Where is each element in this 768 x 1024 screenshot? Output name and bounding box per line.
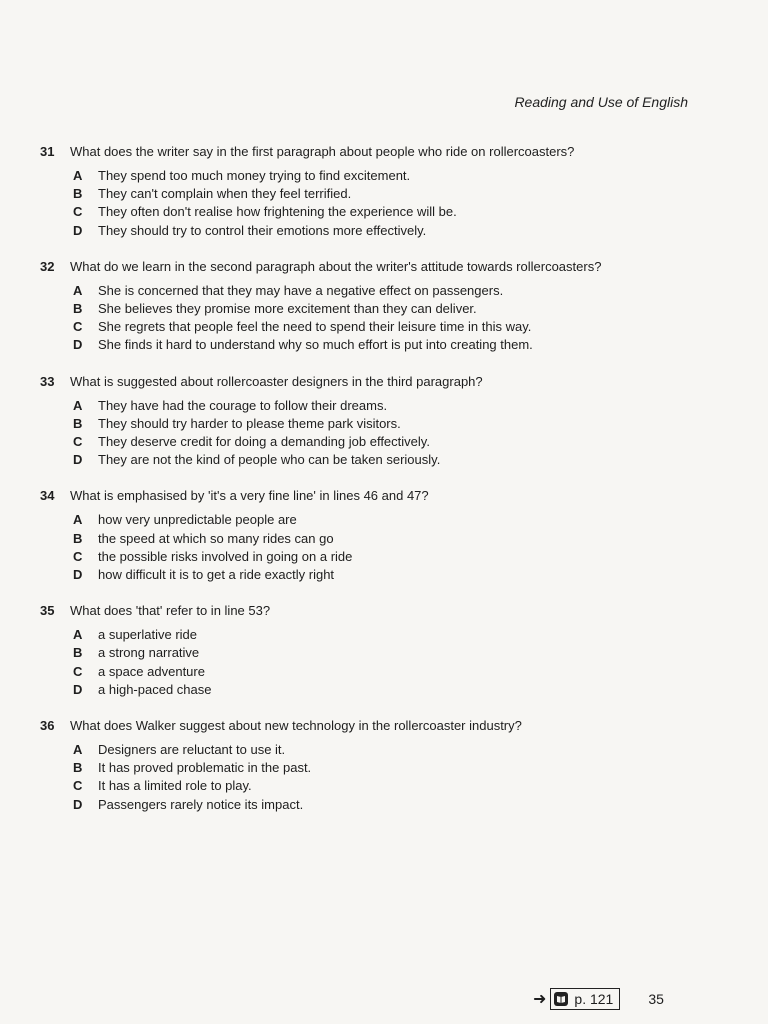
option-letter: C	[73, 204, 83, 220]
option-letter: A	[73, 397, 83, 413]
option-letter: D	[73, 681, 83, 697]
answer-option	[73, 397, 700, 415]
answer-option	[73, 681, 700, 699]
answer-option	[73, 777, 700, 795]
answer-option	[73, 663, 700, 681]
answer-options	[73, 397, 700, 470]
question-row	[40, 373, 700, 391]
option-text: She is concerned that they may have a negative effect on passengers.	[98, 282, 504, 298]
option-letter: B	[73, 530, 83, 546]
option-letter: B	[73, 301, 83, 317]
answer-option	[73, 282, 700, 300]
question-item	[40, 373, 700, 470]
section-title: Reading and Use of English	[514, 94, 688, 110]
option-letter: B	[73, 415, 83, 431]
answer-option	[73, 511, 700, 529]
option-letter: A	[73, 282, 83, 298]
option-letter: A	[73, 742, 83, 758]
question-number: 32	[40, 258, 55, 274]
option-letter: D	[73, 796, 83, 812]
option-text: a space adventure	[98, 663, 205, 679]
page-reference-text: p. 121	[574, 991, 614, 1007]
question-row	[40, 602, 700, 620]
question-item	[40, 143, 700, 240]
question-number: 35	[40, 603, 55, 619]
answer-option	[73, 530, 700, 548]
option-letter: C	[73, 548, 83, 564]
answer-option	[73, 185, 700, 203]
option-letter: D	[73, 222, 83, 238]
answer-options	[73, 626, 700, 699]
answer-option	[73, 548, 700, 566]
answer-option	[73, 644, 700, 662]
question-row	[40, 258, 700, 276]
question-text: What does Walker suggest about new technology in the rollercoaster industry?	[70, 718, 522, 734]
option-letter: C	[73, 434, 83, 450]
option-text: a high-paced chase	[98, 681, 212, 697]
question-item	[40, 602, 700, 699]
answer-option	[73, 796, 700, 814]
question-row	[40, 487, 700, 505]
option-text: She finds it hard to understand why so much effort is put into creating them.	[98, 337, 533, 353]
option-text: the possible risks involved in going on a ride	[98, 548, 353, 564]
option-text: They spend too much money trying to find excitement.	[98, 168, 411, 183]
answer-option	[73, 222, 700, 240]
question-text: What do we learn in the second paragraph about the writer's attitude towards rollercoasters?	[70, 258, 602, 274]
option-text: Designers are reluctant to use it.	[98, 742, 286, 758]
option-text: They can't complain when they feel terrified.	[98, 186, 352, 202]
question-number: 31	[40, 144, 55, 159]
question-text: What does the writer say in the first paragraph about people who ride on rollercoasters?	[70, 144, 575, 159]
option-letter: C	[73, 319, 83, 335]
option-text: They are not the kind of people who can be taken seriously.	[98, 452, 441, 468]
option-text: It has proved problematic in the past.	[98, 760, 312, 776]
answer-option	[73, 741, 700, 759]
option-text: They deserve credit for doing a demanding job effectively.	[98, 434, 430, 450]
option-letter: A	[73, 512, 83, 528]
option-text: how very unpredictable people are	[98, 512, 297, 528]
question-text: What is emphasised by 'it's a very fine line' in lines 46 and 47?	[70, 488, 429, 504]
option-text: It has a limited role to play.	[98, 778, 252, 794]
question-number: 34	[40, 488, 55, 504]
page-footer	[533, 988, 664, 1010]
page-number: 35	[648, 991, 664, 1007]
option-letter: D	[73, 337, 83, 353]
question-text: What does 'that' refer to in line 53?	[70, 603, 271, 619]
question-row	[40, 717, 700, 735]
option-text: She regrets that people feel the need to spend their leisure time in this way.	[98, 319, 532, 335]
option-text: the speed at which so many rides can go	[98, 530, 334, 546]
answer-options	[73, 741, 700, 814]
arrow-right-icon: ➜	[533, 991, 547, 1008]
answer-option	[73, 203, 700, 221]
answer-option	[73, 759, 700, 777]
answer-option	[73, 433, 700, 451]
answer-option	[73, 167, 700, 185]
question-item	[40, 487, 700, 584]
book-icon	[554, 992, 568, 1006]
option-text: a superlative ride	[98, 627, 197, 643]
option-text: Passengers rarely notice its impact.	[98, 796, 304, 812]
option-letter: C	[73, 778, 83, 794]
answer-option	[73, 626, 700, 644]
answer-options	[73, 167, 700, 240]
answer-option	[73, 451, 700, 469]
option-text: They should try to control their emotions more effectively.	[98, 222, 427, 238]
answer-option	[73, 300, 700, 318]
option-letter: D	[73, 452, 83, 468]
option-text: how difficult it is to get a ride exactly right	[98, 567, 335, 583]
question-row	[40, 143, 700, 161]
question-item	[40, 258, 700, 355]
answer-options	[73, 282, 700, 355]
answer-options	[73, 511, 700, 584]
question-number: 36	[40, 718, 55, 734]
question-list	[40, 143, 700, 832]
question-number: 33	[40, 373, 55, 389]
question-text: What is suggested about rollercoaster designers in the third paragraph?	[70, 373, 483, 389]
answer-option	[73, 415, 700, 433]
option-letter: C	[73, 663, 83, 679]
option-text: They should try harder to please theme park visitors.	[98, 415, 401, 431]
answer-option	[73, 336, 700, 354]
page-reference-link[interactable]	[550, 988, 620, 1010]
option-letter: B	[73, 645, 83, 661]
option-text: a strong narrative	[98, 645, 200, 661]
answer-option	[73, 318, 700, 336]
option-letter: B	[73, 760, 83, 776]
option-text: She believes they promise more excitement than they can deliver.	[98, 301, 477, 317]
answer-option	[73, 566, 700, 584]
option-letter: D	[73, 567, 83, 583]
option-letter: B	[73, 186, 83, 202]
option-letter: A	[73, 627, 83, 643]
option-letter: A	[73, 168, 83, 183]
question-item	[40, 717, 700, 814]
option-text: They often don't realise how frightening the experience will be.	[98, 204, 457, 220]
option-text: They have had the courage to follow their dreams.	[98, 397, 388, 413]
